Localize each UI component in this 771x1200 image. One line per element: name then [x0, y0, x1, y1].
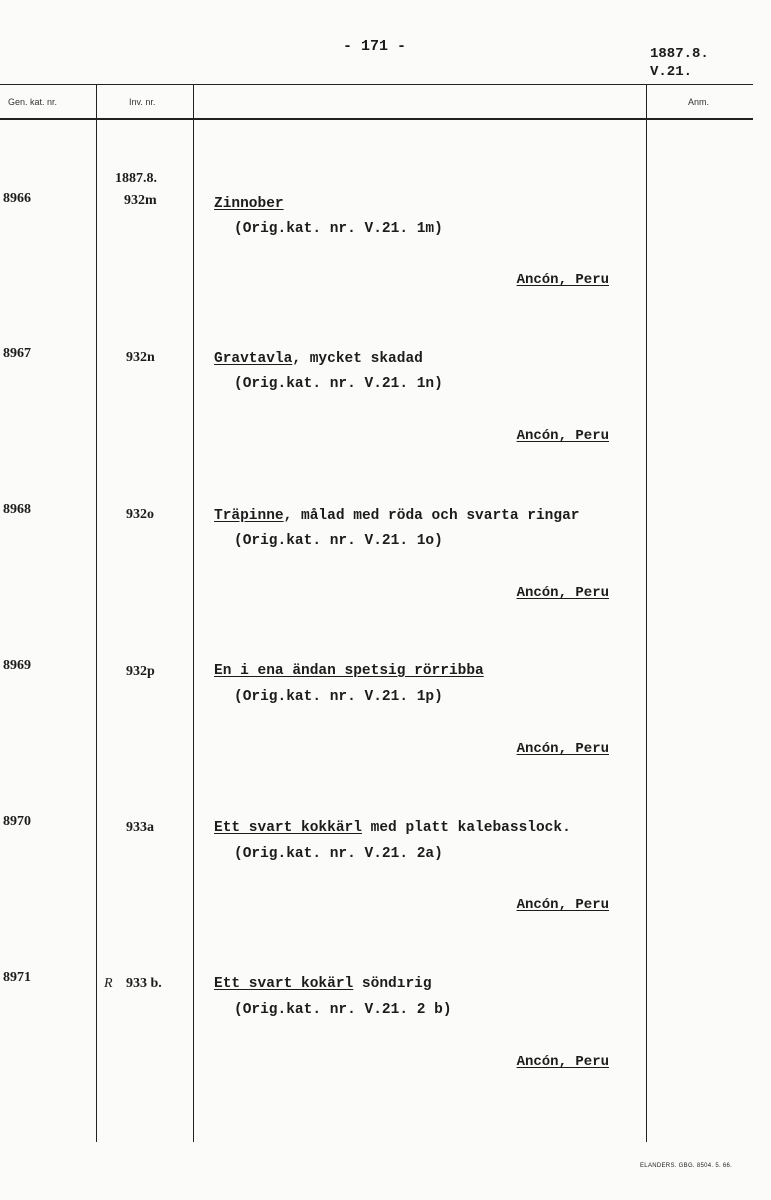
item-title: Ett svart kokkärl — [214, 820, 362, 836]
column-divider-3 — [646, 84, 647, 1142]
inv-number: 932m — [124, 193, 157, 208]
column-header-inv: Inv. nr. — [129, 97, 156, 107]
accession-year: 1887.8. — [650, 46, 709, 62]
inv-number: 933 b. — [126, 976, 162, 991]
item-title: Ett svart kokärl — [214, 976, 354, 992]
item-detail: söndırig — [353, 976, 432, 992]
provenance-place: Ancón, Peru — [516, 428, 609, 444]
gen-number: 8969 — [3, 658, 31, 673]
item-description — [214, 820, 571, 836]
item-title: Zinnober — [214, 196, 284, 212]
item-description — [214, 663, 484, 679]
collection-number: V.21. — [650, 64, 693, 80]
column-divider-2 — [193, 84, 194, 1142]
gen-number: 8966 — [3, 191, 31, 206]
original-catalog-ref: (Orig.kat. nr. V.21. 2a) — [234, 846, 443, 862]
item-description — [214, 508, 579, 524]
gen-number: 8970 — [3, 814, 31, 829]
gen-number: 8971 — [3, 970, 31, 985]
column-header-gen-kat: Gen. kat. nr. — [8, 97, 58, 107]
original-catalog-ref: (Orig.kat. nr. V.21. 1m) — [234, 221, 443, 237]
provenance-place: Ancón, Peru — [516, 272, 609, 288]
item-title: En i ena ändan spetsig rörribba — [214, 663, 484, 679]
original-catalog-ref: (Orig.kat. nr. V.21. 1n) — [234, 376, 443, 392]
printer-mark: ELANDERS. GBG. 8504. 5. 66. — [640, 1163, 733, 1169]
provenance-place: Ancón, Peru — [516, 897, 609, 913]
inv-group-year: 1887.8. — [115, 171, 157, 186]
original-catalog-ref: (Orig.kat. nr. V.21. 1o) — [234, 533, 443, 549]
item-title: Gravtavla — [214, 351, 293, 367]
column-divider-1 — [96, 84, 97, 1142]
inv-number: 932n — [126, 350, 155, 365]
item-description — [214, 196, 284, 212]
gen-number: 8968 — [3, 502, 31, 517]
inv-number: 932o — [126, 507, 154, 522]
item-detail: , mycket skadad — [292, 351, 423, 367]
original-catalog-ref: (Orig.kat. nr. V.21. 2 b) — [234, 1002, 452, 1018]
inv-prefix-mark: R — [104, 976, 113, 991]
provenance-place: Ancón, Peru — [516, 741, 609, 757]
inv-number: 932p — [126, 664, 155, 679]
provenance-place: Ancón, Peru — [516, 1054, 609, 1070]
inv-number: 933a — [126, 820, 154, 835]
header-top-rule — [0, 84, 753, 85]
gen-number: 8967 — [3, 346, 31, 361]
provenance-place: Ancón, Peru — [516, 585, 609, 601]
page-number: - 171 - — [343, 38, 407, 55]
item-detail: med platt kalebasslock. — [361, 820, 571, 836]
item-description — [214, 976, 432, 992]
item-description — [214, 351, 423, 367]
item-title: Träpinne — [214, 508, 284, 524]
header-bottom-rule — [0, 118, 753, 120]
column-header-anm: Anm. — [688, 97, 710, 107]
item-detail: , målad med röda och svarta ringar — [283, 508, 580, 524]
original-catalog-ref: (Orig.kat. nr. V.21. 1p) — [234, 689, 443, 705]
